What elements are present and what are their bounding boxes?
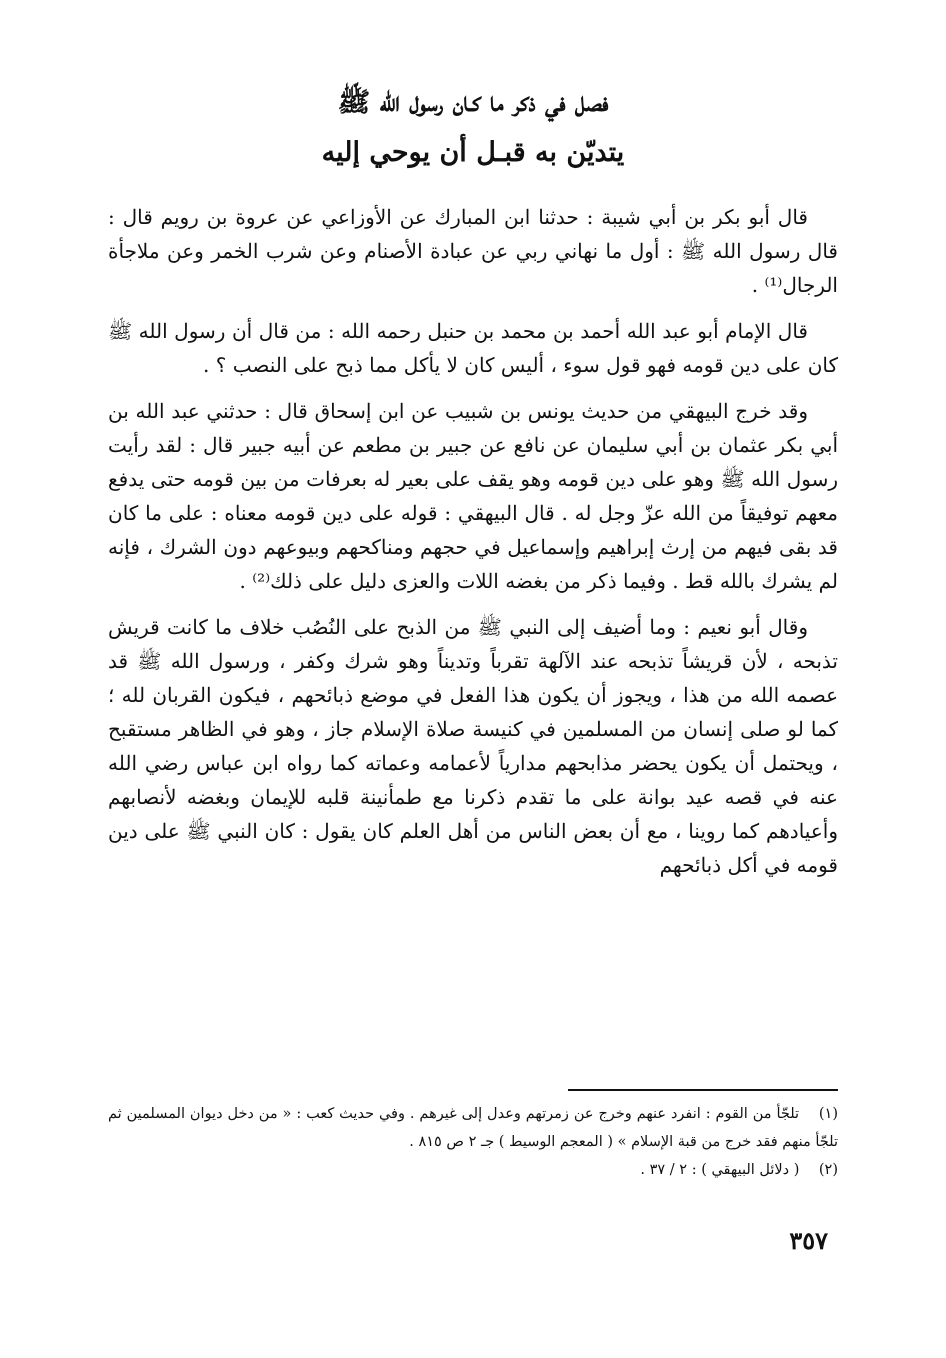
footnote-number: (١) <box>818 1106 838 1122</box>
paragraph-1: قال أبو بكر بن أبي شيبة : حدثنا ابن المبارك عن الأوزاعي عن عروة بن رويم قال : قال رسول الله ﷺ : أول ما نهاني ربي عن عبادة الأصنام وعن شرب الخمر وعن ملاجأة الرجال⁽¹⁾ . <box>108 205 838 297</box>
page-number: ٣٥٧ <box>789 1226 828 1255</box>
footnote-separator <box>568 1089 838 1091</box>
paragraph-3: وقد خرج البيهقي من حديث يونس بن شبيب عن ابن إسحاق قال : حدثني عبد الله بن أبي بكر عثمان بن أبي سليمان عن نافع عن جبير بن مطعم عن أبيه جبير قال : لقد رأيت رسول الله ﷺ وهو على دين قومه وهو يقف على بعير له بعرفات من بين قومه حتى يدفع معهم توفيقاً من الله عزّ وجل له . قال البيهقي : قوله على دين قومه معناه : على ما كان قد بقى فيهم من إرث إبراهيم وإسماعيل في حجهم ومناكحهم وبيوعهم دون الشرك ، فإنه لم يشرك بالله قط . وفيما ذكر من بغضه اللات والعزى دليل على ذلك⁽²⁾ . <box>108 399 838 593</box>
footnotes <box>108 1100 838 1184</box>
chapter-title-line-1: فصل في ذكر ما كـان رسول الله ﷺ <box>337 87 609 118</box>
footnote-text: ( دلائل البيهقي ) : ٢ / ٣٧ . <box>640 1162 800 1178</box>
chapter-title <box>108 78 838 178</box>
footnote-text: تلجّأ من القوم : انفرد عنهم وخرج عن زمرتهم وعدل إلى غيرهم . وفي حديث كعب : « من دخل ديوان المسلمين ثم تلجّأ منهم فقد خرج من قبة الإسلام » ( المعجم الوسيط ) جـ ٢ ص ٨١٥ . <box>108 1106 838 1150</box>
footnote-number: (٢) <box>818 1162 838 1178</box>
chapter-title-line-2: يتديّن به قبـل أن يوحي إليه <box>321 137 625 168</box>
book-page <box>108 78 838 1278</box>
footnote-2 <box>108 1156 838 1184</box>
paragraph-4: وقال أبو نعيم : وما أضيف إلى النبي ﷺ من الذبح على النُصُب خلاف ما كانت قريش تذبحه ، لأن قريشاً تذبحه عند الآلهة تقرباً وتديناً وهو شرك وكفر ، ورسول الله ﷺ قد عصمه الله من هذا ، ويجوز أن يكون هذا الفعل في موضع ذبائحهم ، فيكون القربان لله ؛ كما لو صلى إنسان من المسلمين في كنيسة صلاة الإسلام جاز ، وهو في الظاهر مستقبح ، ويحتمل أن يكون يحضر مذابحهم مدارياً لأعمامه وعماته كما رواه ابن عباس رضي الله عنه في قصه عيد بوانة على ما تقدم ذكرنا مع طمأنينة قلبه للإيمان وبغضه لأنصابهم وأعيادهم كما روينا ، مع أن بعض الناس من أهل العلم كان يقول : كان النبي ﷺ على دين قومه في أكل ذبائحهم <box>108 615 838 877</box>
footnote-1 <box>108 1100 838 1156</box>
paragraph-2: قال الإمام أبو عبد الله أحمد بن محمد بن حنبل رحمه الله : من قال أن رسول الله ﷺ كان على دين قومه فهو قول سوء ، أليس كان لا يأكل مما ذبح على النصب ؟ . <box>108 319 838 377</box>
